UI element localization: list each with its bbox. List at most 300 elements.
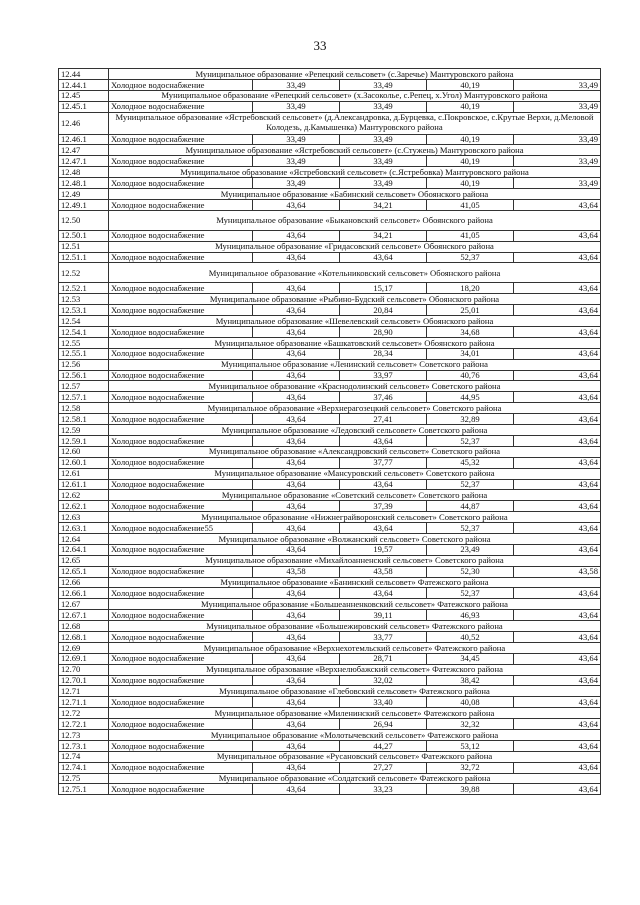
tariff-value: 34,01 bbox=[427, 348, 514, 359]
row-code: 12.49.1 bbox=[59, 199, 109, 210]
tariff-value: 43,64 bbox=[253, 523, 340, 534]
tariff-value: 32,72 bbox=[427, 762, 514, 773]
tariff-value: 28,90 bbox=[340, 327, 427, 338]
tariff-row bbox=[59, 101, 601, 112]
municipality-title: Муниципальное образование «Солдатский сельсовет» Фатежского района bbox=[109, 773, 601, 784]
tariff-value: 52,37 bbox=[427, 435, 514, 446]
municipality-title: Муниципальное образование «Михайлоанненский сельсовет» Советского района bbox=[109, 555, 601, 566]
tariff-value: 32,89 bbox=[427, 414, 514, 425]
municipality-title: Муниципальное образование «Быкановский сельсовет» Обоянского района bbox=[109, 210, 601, 230]
tariff-value: 15,17 bbox=[340, 283, 427, 294]
tariff-value: 43,64 bbox=[514, 392, 601, 403]
tariff-value: 40,52 bbox=[427, 631, 514, 642]
tariff-row bbox=[59, 610, 601, 621]
municipality-title: Муниципальное образование «Большеанненковский сельсовет» Фатежского района bbox=[109, 599, 601, 610]
tariff-row bbox=[59, 588, 601, 599]
tariff-value: 32,32 bbox=[427, 719, 514, 730]
service-name: Холодное водоснабжение bbox=[109, 414, 253, 425]
municipality-row bbox=[59, 664, 601, 675]
service-name: Холодное водоснабжение bbox=[109, 631, 253, 642]
municipality-row bbox=[59, 729, 601, 740]
row-code: 12.50.1 bbox=[59, 230, 109, 241]
municipality-row bbox=[59, 403, 601, 414]
municipality-row bbox=[59, 112, 601, 134]
tariff-value: 43,64 bbox=[514, 631, 601, 642]
tariff-value: 53,12 bbox=[427, 740, 514, 751]
tariff-value: 43,64 bbox=[514, 230, 601, 241]
municipality-title: Муниципальное образование «Верхнелюбажский сельсовет» Фатежского района bbox=[109, 664, 601, 675]
section-code: 12.60 bbox=[59, 446, 109, 457]
tariff-value: 43,64 bbox=[253, 392, 340, 403]
tariff-value: 43,64 bbox=[253, 719, 340, 730]
tariff-value: 41,05 bbox=[427, 230, 514, 241]
municipality-title: Муниципальное образование «Молотычевский сельсовет» Фатежского района bbox=[109, 729, 601, 740]
service-name: Холодное водоснабжение bbox=[109, 588, 253, 599]
tariff-value: 33,97 bbox=[340, 370, 427, 381]
tariff-value: 32,02 bbox=[340, 675, 427, 686]
tariff-row bbox=[59, 414, 601, 425]
service-name: Холодное водоснабжение bbox=[109, 305, 253, 316]
tariff-value: 43,64 bbox=[253, 370, 340, 381]
tariff-row bbox=[59, 566, 601, 577]
tariff-value: 43,64 bbox=[514, 762, 601, 773]
tariff-value: 40,19 bbox=[427, 178, 514, 189]
tariff-value: 45,32 bbox=[427, 457, 514, 468]
row-code: 12.75.1 bbox=[59, 784, 109, 795]
section-code: 12.54 bbox=[59, 316, 109, 327]
tariff-value: 43,64 bbox=[253, 327, 340, 338]
tariff-value: 52,30 bbox=[427, 566, 514, 577]
tariff-row bbox=[59, 305, 601, 316]
section-code: 12.69 bbox=[59, 642, 109, 653]
tariff-value: 43,64 bbox=[514, 283, 601, 294]
tariff-value: 43,64 bbox=[253, 501, 340, 512]
tariff-value: 25,01 bbox=[427, 305, 514, 316]
tariff-value: 33,49 bbox=[253, 156, 340, 167]
tariff-value: 43,58 bbox=[253, 566, 340, 577]
tariff-row bbox=[59, 675, 601, 686]
tariff-row bbox=[59, 327, 601, 338]
municipality-title: Муниципальное образование «Котельниковский сельсовет» Обоянского района bbox=[109, 263, 601, 283]
service-name: Холодное водоснабжение bbox=[109, 610, 253, 621]
tariff-value: 43,64 bbox=[514, 544, 601, 555]
municipality-row bbox=[59, 167, 601, 178]
section-code: 12.64 bbox=[59, 533, 109, 544]
tariff-value: 28,34 bbox=[340, 348, 427, 359]
tariff-value: 40,19 bbox=[427, 79, 514, 90]
tariff-value: 43,64 bbox=[514, 675, 601, 686]
section-code: 12.46 bbox=[59, 112, 109, 134]
service-name: Холодное водоснабжение bbox=[109, 178, 253, 189]
municipality-row bbox=[59, 621, 601, 632]
service-name: Холодное водоснабжение55 bbox=[109, 523, 253, 534]
municipality-title: Муниципальное образование «Репецкий сельсовет» (с.Заречье) Мантуровского района bbox=[109, 69, 601, 80]
tariff-value: 43,64 bbox=[253, 631, 340, 642]
row-code: 12.65.1 bbox=[59, 566, 109, 577]
tariff-value: 44,95 bbox=[427, 392, 514, 403]
row-code: 12.66.1 bbox=[59, 588, 109, 599]
tariff-value: 18,20 bbox=[427, 283, 514, 294]
municipality-row bbox=[59, 90, 601, 101]
tariff-value: 43,64 bbox=[253, 348, 340, 359]
tariff-value: 33,49 bbox=[253, 101, 340, 112]
municipality-row bbox=[59, 425, 601, 436]
tariff-value: 40,08 bbox=[427, 697, 514, 708]
municipality-row bbox=[59, 555, 601, 566]
tariff-value: 43,64 bbox=[514, 305, 601, 316]
service-name: Холодное водоснабжение bbox=[109, 435, 253, 446]
row-code: 12.45.1 bbox=[59, 101, 109, 112]
row-code: 12.52.1 bbox=[59, 283, 109, 294]
tariff-value: 33,49 bbox=[253, 79, 340, 90]
municipality-title: Муниципальное образование «Репецкий сельсовет» (х.Засоколье, с.Репец, х.Угол) Мантуровского района bbox=[109, 90, 601, 101]
section-code: 12.67 bbox=[59, 599, 109, 610]
row-code: 12.73.1 bbox=[59, 740, 109, 751]
tariff-value: 33,49 bbox=[514, 178, 601, 189]
section-code: 12.45 bbox=[59, 90, 109, 101]
municipality-row bbox=[59, 512, 601, 523]
section-code: 12.75 bbox=[59, 773, 109, 784]
tariff-value: 43,64 bbox=[253, 588, 340, 599]
municipality-row bbox=[59, 337, 601, 348]
tariff-row bbox=[59, 719, 601, 730]
municipality-row bbox=[59, 599, 601, 610]
municipality-title: Муниципальное образование «Бабинский сельсовет» Обоянского района bbox=[109, 189, 601, 200]
service-name: Холодное водоснабжение bbox=[109, 697, 253, 708]
municipality-title: Муниципальное образование «Краснодолинский сельсовет» Советского района bbox=[109, 381, 601, 392]
tariff-table-body bbox=[59, 69, 601, 795]
row-code: 12.54.1 bbox=[59, 327, 109, 338]
tariff-value: 44,27 bbox=[340, 740, 427, 751]
tariff-row bbox=[59, 653, 601, 664]
tariff-value: 39,11 bbox=[340, 610, 427, 621]
tariff-value: 33,49 bbox=[340, 178, 427, 189]
section-code: 12.55 bbox=[59, 337, 109, 348]
row-code: 12.71.1 bbox=[59, 697, 109, 708]
row-code: 12.59.1 bbox=[59, 435, 109, 446]
tariff-value: 41,05 bbox=[427, 199, 514, 210]
tariff-value: 43,64 bbox=[340, 435, 427, 446]
tariff-value: 27,41 bbox=[340, 414, 427, 425]
tariff-row bbox=[59, 134, 601, 145]
tariff-row bbox=[59, 252, 601, 263]
tariff-value: 43,58 bbox=[340, 566, 427, 577]
row-code: 12.67.1 bbox=[59, 610, 109, 621]
tariff-value: 43,64 bbox=[340, 588, 427, 599]
service-name: Холодное водоснабжение bbox=[109, 392, 253, 403]
municipality-title: Муниципальное образование «Глебовский сельсовет» Фатежского района bbox=[109, 686, 601, 697]
service-name: Холодное водоснабжение bbox=[109, 199, 253, 210]
tariff-value: 43,64 bbox=[253, 675, 340, 686]
row-code: 12.47.1 bbox=[59, 156, 109, 167]
service-name: Холодное водоснабжение bbox=[109, 348, 253, 359]
tariff-value: 52,37 bbox=[427, 479, 514, 490]
service-name: Холодное водоснабжение bbox=[109, 501, 253, 512]
section-code: 12.52 bbox=[59, 263, 109, 283]
municipality-title: Муниципальное образование «Александровский сельсовет» Советского района bbox=[109, 446, 601, 457]
municipality-row bbox=[59, 316, 601, 327]
tariff-value: 33,49 bbox=[253, 178, 340, 189]
tariff-value: 43,64 bbox=[253, 479, 340, 490]
section-code: 12.72 bbox=[59, 708, 109, 719]
section-code: 12.61 bbox=[59, 468, 109, 479]
section-code: 12.65 bbox=[59, 555, 109, 566]
tariff-row bbox=[59, 523, 601, 534]
section-code: 12.56 bbox=[59, 359, 109, 370]
section-code: 12.71 bbox=[59, 686, 109, 697]
row-code: 12.68.1 bbox=[59, 631, 109, 642]
tariff-value: 28,71 bbox=[340, 653, 427, 664]
tariff-value: 43,64 bbox=[514, 348, 601, 359]
tariff-value: 40,76 bbox=[427, 370, 514, 381]
municipality-title: Муниципальное образование «Банинский сельсовет» Фатежского района bbox=[109, 577, 601, 588]
tariff-value: 33,49 bbox=[514, 134, 601, 145]
tariff-table bbox=[58, 68, 601, 795]
municipality-row bbox=[59, 751, 601, 762]
section-code: 12.44 bbox=[59, 69, 109, 80]
row-code: 12.53.1 bbox=[59, 305, 109, 316]
tariff-value: 43,64 bbox=[514, 719, 601, 730]
tariff-value: 39,88 bbox=[427, 784, 514, 795]
municipality-row bbox=[59, 490, 601, 501]
municipality-row bbox=[59, 69, 601, 80]
service-name: Холодное водоснабжение bbox=[109, 283, 253, 294]
tariff-row bbox=[59, 392, 601, 403]
service-name: Холодное водоснабжение bbox=[109, 252, 253, 263]
tariff-value: 33,77 bbox=[340, 631, 427, 642]
municipality-row bbox=[59, 189, 601, 200]
section-code: 12.53 bbox=[59, 294, 109, 305]
row-code: 12.74.1 bbox=[59, 762, 109, 773]
municipality-title: Муниципальное образование «Русановский сельсовет» Фатежского района bbox=[109, 751, 601, 762]
service-name: Холодное водоснабжение bbox=[109, 653, 253, 664]
tariff-value: 33,49 bbox=[514, 156, 601, 167]
tariff-value: 43,64 bbox=[514, 523, 601, 534]
tariff-value: 43,64 bbox=[253, 230, 340, 241]
tariff-row bbox=[59, 479, 601, 490]
tariff-value: 37,39 bbox=[340, 501, 427, 512]
service-name: Холодное водоснабжение bbox=[109, 134, 253, 145]
tariff-value: 43,64 bbox=[253, 414, 340, 425]
section-code: 12.74 bbox=[59, 751, 109, 762]
municipality-row bbox=[59, 468, 601, 479]
tariff-row bbox=[59, 762, 601, 773]
row-code: 12.64.1 bbox=[59, 544, 109, 555]
section-code: 12.59 bbox=[59, 425, 109, 436]
tariff-value: 33,49 bbox=[253, 134, 340, 145]
tariff-value: 34,21 bbox=[340, 230, 427, 241]
service-name: Холодное водоснабжение bbox=[109, 544, 253, 555]
tariff-value: 43,64 bbox=[253, 697, 340, 708]
section-code: 12.70 bbox=[59, 664, 109, 675]
service-name: Холодное водоснабжение bbox=[109, 762, 253, 773]
row-code: 12.48.1 bbox=[59, 178, 109, 189]
tariff-value: 43,64 bbox=[253, 457, 340, 468]
tariff-value: 33,23 bbox=[340, 784, 427, 795]
tariff-row bbox=[59, 501, 601, 512]
section-code: 12.62 bbox=[59, 490, 109, 501]
service-name: Холодное водоснабжение bbox=[109, 79, 253, 90]
tariff-row bbox=[59, 156, 601, 167]
tariff-value: 43,64 bbox=[340, 252, 427, 263]
municipality-row bbox=[59, 210, 601, 230]
tariff-row bbox=[59, 199, 601, 210]
tariff-row bbox=[59, 230, 601, 241]
tariff-value: 43,64 bbox=[514, 610, 601, 621]
tariff-value: 43,64 bbox=[340, 523, 427, 534]
municipality-row bbox=[59, 773, 601, 784]
municipality-title: Муниципальное образование «Гридасовский сельсовет» Обоянского района bbox=[109, 241, 601, 252]
municipality-row bbox=[59, 263, 601, 283]
row-code: 12.44.1 bbox=[59, 79, 109, 90]
tariff-row bbox=[59, 370, 601, 381]
tariff-value: 43,64 bbox=[514, 479, 601, 490]
tariff-value: 40,19 bbox=[427, 101, 514, 112]
tariff-row bbox=[59, 178, 601, 189]
tariff-value: 43,64 bbox=[514, 457, 601, 468]
municipality-row bbox=[59, 381, 601, 392]
tariff-value: 43,64 bbox=[253, 653, 340, 664]
row-code: 12.60.1 bbox=[59, 457, 109, 468]
service-name: Холодное водоснабжение bbox=[109, 156, 253, 167]
tariff-row bbox=[59, 457, 601, 468]
tariff-value: 43,64 bbox=[253, 610, 340, 621]
municipality-title: Муниципальное образование «Башкатовский сельсовет» Обоянского района bbox=[109, 337, 601, 348]
tariff-value: 34,21 bbox=[340, 199, 427, 210]
tariff-value: 46,93 bbox=[427, 610, 514, 621]
section-code: 12.68 bbox=[59, 621, 109, 632]
row-code: 12.58.1 bbox=[59, 414, 109, 425]
municipality-row bbox=[59, 686, 601, 697]
municipality-row bbox=[59, 533, 601, 544]
municipality-title: Муниципальное образование «Ястребовский сельсовет» (д.Александровка, д.Бурцевка, с.Покровское, с.Крутые Верхи, д.Меловой Колодезь, д.Камышенка) Мантуровского района bbox=[109, 112, 601, 134]
tariff-value: 43,64 bbox=[514, 435, 601, 446]
tariff-value: 52,37 bbox=[427, 588, 514, 599]
municipality-row bbox=[59, 708, 601, 719]
tariff-value: 37,46 bbox=[340, 392, 427, 403]
section-code: 12.73 bbox=[59, 729, 109, 740]
tariff-value: 43,64 bbox=[253, 435, 340, 446]
section-code: 12.63 bbox=[59, 512, 109, 523]
tariff-value: 33,40 bbox=[340, 697, 427, 708]
municipality-row bbox=[59, 359, 601, 370]
tariff-value: 33,49 bbox=[340, 101, 427, 112]
tariff-value: 43,64 bbox=[514, 697, 601, 708]
service-name: Холодное водоснабжение bbox=[109, 370, 253, 381]
tariff-row bbox=[59, 784, 601, 795]
tariff-value: 40,19 bbox=[427, 134, 514, 145]
tariff-value: 40,19 bbox=[427, 156, 514, 167]
row-code: 12.46.1 bbox=[59, 134, 109, 145]
municipality-title: Муниципальное образование «Рыбино-Будский сельсовет» Обоянского района bbox=[109, 294, 601, 305]
tariff-row bbox=[59, 631, 601, 642]
tariff-value: 19,57 bbox=[340, 544, 427, 555]
municipality-title: Муниципальное образование «Ястребовский сельсовет» (с.Ястребовка) Мантуровского района bbox=[109, 167, 601, 178]
row-code: 12.55.1 bbox=[59, 348, 109, 359]
municipality-title: Муниципальное образование «Ястребовский сельсовет» (с.Стужень) Мантуровского района bbox=[109, 145, 601, 156]
row-code: 12.69.1 bbox=[59, 653, 109, 664]
municipality-title: Муниципальное образование «Миленинский сельсовет» Фатежского района bbox=[109, 708, 601, 719]
row-code: 12.61.1 bbox=[59, 479, 109, 490]
tariff-value: 23,49 bbox=[427, 544, 514, 555]
tariff-row bbox=[59, 697, 601, 708]
municipality-row bbox=[59, 577, 601, 588]
municipality-title: Муниципальное образование «Нижнеграйворонский сельсовет» Советского района bbox=[109, 512, 601, 523]
tariff-value: 43,64 bbox=[253, 199, 340, 210]
service-name: Холодное водоснабжение bbox=[109, 740, 253, 751]
municipality-title: Муниципальное образование «Верхнерагозецкий сельсовет» Советского района bbox=[109, 403, 601, 414]
service-name: Холодное водоснабжение bbox=[109, 479, 253, 490]
tariff-value: 43,64 bbox=[253, 740, 340, 751]
municipality-title: Муниципальное образование «Большежировский сельсовет» Фатежского района bbox=[109, 621, 601, 632]
tariff-value: 43,64 bbox=[514, 370, 601, 381]
tariff-value: 43,64 bbox=[253, 283, 340, 294]
tariff-value: 43,64 bbox=[514, 653, 601, 664]
municipality-title: Муниципальное образование «Ленинский сельсовет» Советского района bbox=[109, 359, 601, 370]
service-name: Холодное водоснабжение bbox=[109, 101, 253, 112]
municipality-row bbox=[59, 241, 601, 252]
tariff-row bbox=[59, 79, 601, 90]
municipality-row bbox=[59, 446, 601, 457]
municipality-title: Муниципальное образование «Советский сельсовет» Советского района bbox=[109, 490, 601, 501]
municipality-row bbox=[59, 145, 601, 156]
tariff-value: 43,64 bbox=[514, 252, 601, 263]
service-name: Холодное водоснабжение bbox=[109, 675, 253, 686]
tariff-value: 43,64 bbox=[514, 784, 601, 795]
tariff-value: 43,64 bbox=[253, 252, 340, 263]
tariff-value: 37,77 bbox=[340, 457, 427, 468]
service-name: Холодное водоснабжение bbox=[109, 784, 253, 795]
tariff-row bbox=[59, 435, 601, 446]
tariff-row bbox=[59, 283, 601, 294]
tariff-value: 43,64 bbox=[340, 479, 427, 490]
tariff-value: 33,49 bbox=[340, 79, 427, 90]
municipality-title: Муниципальное образование «Мансуровский сельсовет» Советского района bbox=[109, 468, 601, 479]
service-name: Холодное водоснабжение bbox=[109, 230, 253, 241]
tariff-value: 43,64 bbox=[253, 762, 340, 773]
service-name: Холодное водоснабжение bbox=[109, 566, 253, 577]
tariff-value: 43,58 bbox=[514, 566, 601, 577]
municipality-title: Муниципальное образование «Волжанский сельсовет» Советского района bbox=[109, 533, 601, 544]
municipality-row bbox=[59, 642, 601, 653]
tariff-value: 43,64 bbox=[514, 740, 601, 751]
tariff-value: 33,49 bbox=[514, 79, 601, 90]
tariff-value: 26,94 bbox=[340, 719, 427, 730]
tariff-value: 34,45 bbox=[427, 653, 514, 664]
row-code: 12.57.1 bbox=[59, 392, 109, 403]
section-code: 12.58 bbox=[59, 403, 109, 414]
section-code: 12.49 bbox=[59, 189, 109, 200]
section-code: 12.66 bbox=[59, 577, 109, 588]
tariff-value: 43,64 bbox=[514, 501, 601, 512]
tariff-value: 33,49 bbox=[340, 134, 427, 145]
section-code: 12.47 bbox=[59, 145, 109, 156]
tariff-value: 43,64 bbox=[514, 327, 601, 338]
row-code: 12.62.1 bbox=[59, 501, 109, 512]
tariff-value: 38,42 bbox=[427, 675, 514, 686]
tariff-value: 20,84 bbox=[340, 305, 427, 316]
page-number: 33 bbox=[313, 38, 327, 53]
section-code: 12.48 bbox=[59, 167, 109, 178]
tariff-value: 52,37 bbox=[427, 523, 514, 534]
service-name: Холодное водоснабжение bbox=[109, 327, 253, 338]
row-code: 12.72.1 bbox=[59, 719, 109, 730]
row-code: 12.70.1 bbox=[59, 675, 109, 686]
tariff-value: 43,64 bbox=[253, 305, 340, 316]
service-name: Холодное водоснабжение bbox=[109, 457, 253, 468]
tariff-row bbox=[59, 740, 601, 751]
tariff-value: 27,27 bbox=[340, 762, 427, 773]
